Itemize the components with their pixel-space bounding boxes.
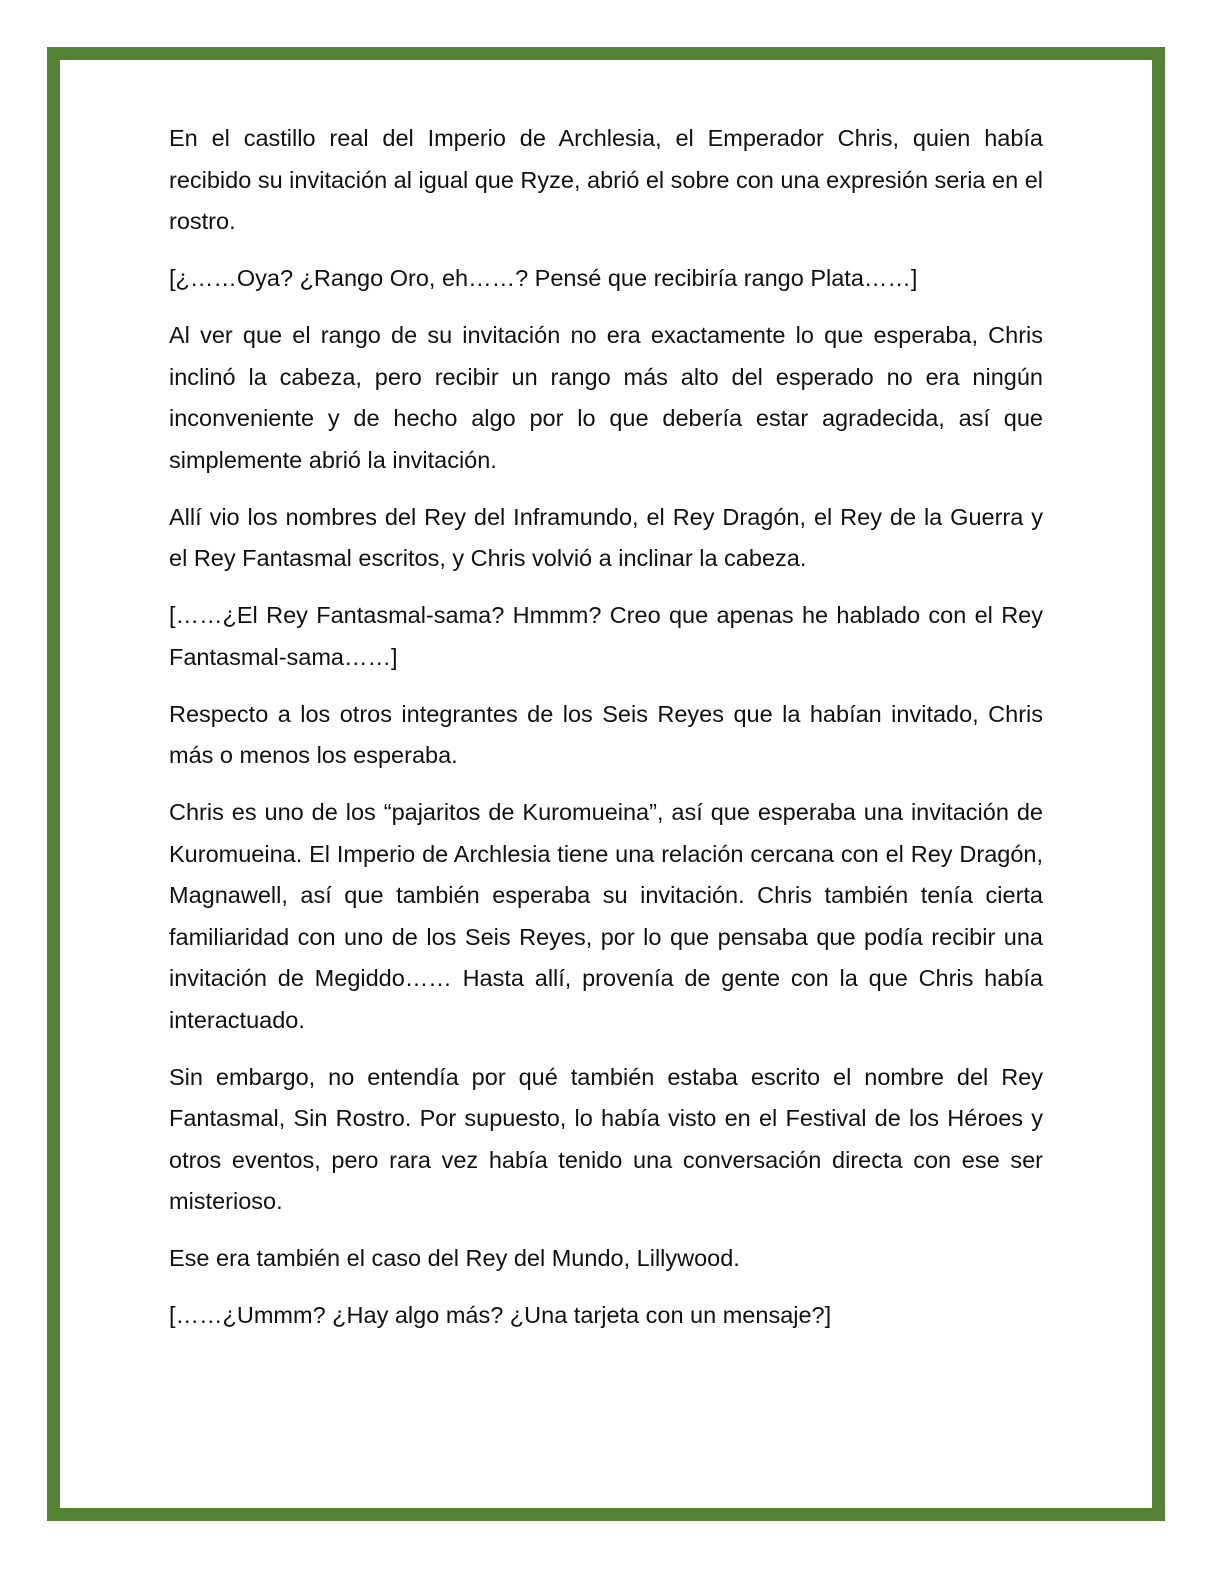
paragraph: Al ver que el rango de su invitación no era exactamente lo que esperaba, Chris inclinó la cabeza, pero recibir un rango más alto del esperado no era ningún inconveniente y de hecho algo por lo que debería estar agradecida, así que simplemente abrió la invitación. (169, 322, 1043, 473)
dialogue-line: [¿……Oya? ¿Rango Oro, eh……? Pensé que recibiría rango Plata……] (169, 265, 918, 291)
paragraph: Ese era también el caso del Rey del Mundo, Lillywood. (169, 1245, 740, 1271)
paragraph: En el castillo real del Imperio de Archlesia, el Emperador Chris, quien había recibido su invitación al igual que Ryze, abrió el sobre con una expresión seria en el rostro. (169, 125, 1043, 234)
paragraph: Sin embargo, no entendía por qué también estaba escrito el nombre del Rey Fantasmal, Sin Rostro. Por supuesto, lo había visto en el Festival de los Héroes y otros eventos, pero rara vez había tenido una conversación directa con ese ser misterioso. (169, 1063, 1043, 1214)
dialogue-line: [……¿Ummm? ¿Hay algo más? ¿Una tarjeta con un mensaje?] (169, 1302, 832, 1328)
paragraph: Allí vio los nombres del Rey del Inframundo, el Rey Dragón, el Rey de la Guerra y el Rey Fantasmal escritos, y Chris volvió a inclinar la cabeza. (169, 503, 1043, 571)
paragraph: Chris es uno de los “pajaritos de Kuromueina”, así que esperaba una invitación de Kuromueina. El Imperio de Archlesia tiene una relación cercana con el Rey Dragón, Magnawell, así que también esperaba su invitación. Chris también tenía cierta familiaridad con uno de los Seis Reyes, por lo que pensaba que podía recibir una invitación de Megiddo…… Hasta allí, provenía de gente con la que Chris había interactuado. (169, 799, 1043, 1033)
dialogue-line: [……¿El Rey Fantasmal-sama? Hmmm? Creo que apenas he hablado con el Rey Fantasmal-sama……] (169, 602, 1043, 670)
paragraph: Respecto a los otros integrantes de los Seis Reyes que la habían invitado, Chris más o menos los esperaba. (169, 700, 1043, 768)
document-body (169, 118, 1043, 1352)
